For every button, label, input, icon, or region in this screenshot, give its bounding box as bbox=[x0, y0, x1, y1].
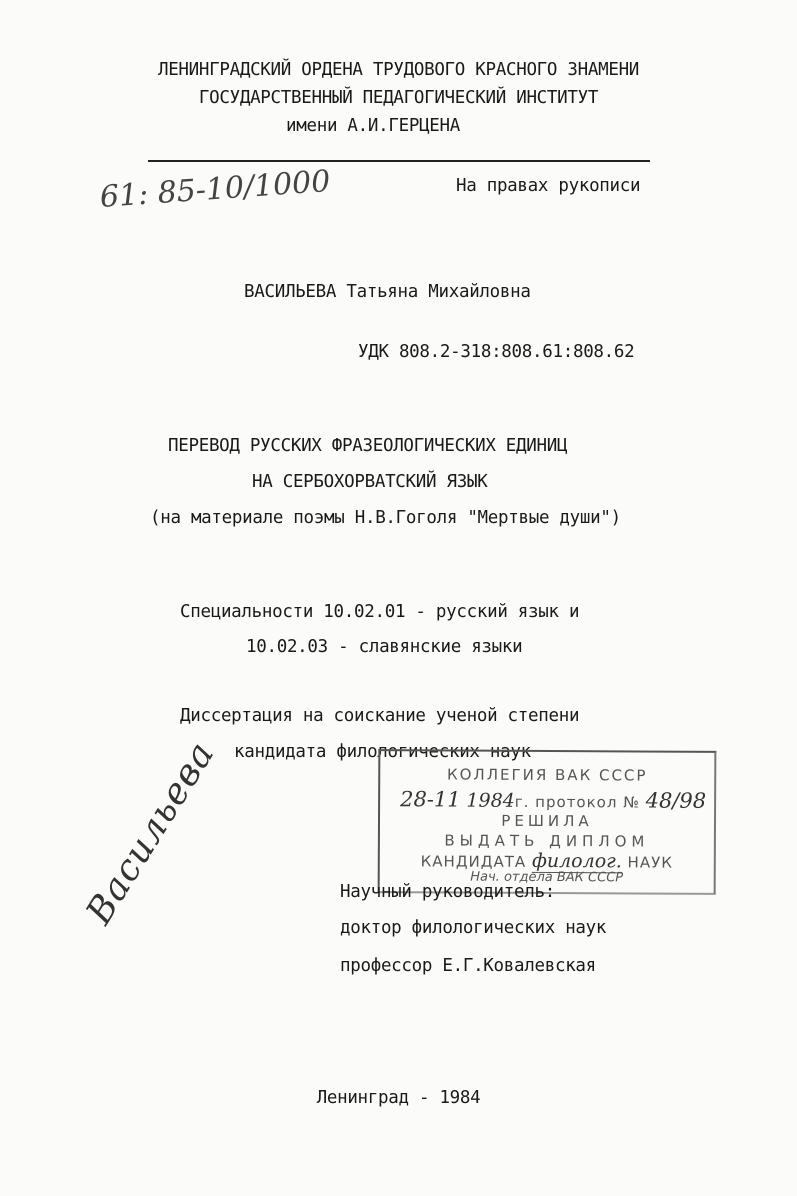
institution-line-1: ЛЕНИНГРАДСКИЙ ОРДЕНА ТРУДОВОГО КРАСНОГО ЗНАМЕНИ bbox=[157, 60, 640, 80]
author-name: ВАСИЛЬЕВА Татьяна Михайловна bbox=[244, 282, 531, 302]
institution-line-3: имени А.И.ГЕРЦЕНА bbox=[286, 116, 461, 136]
dissertation-line-1: Диссертация на соискание ученой степени bbox=[180, 706, 580, 726]
stamp-protocol-line bbox=[380, 787, 734, 813]
dissertation-line-2: кандидата филологических наук bbox=[234, 742, 531, 762]
stamp-line-4: ВЫДАТЬ ДИПЛОМ bbox=[444, 831, 650, 851]
place-year: Ленинград - 1984 bbox=[316, 1088, 481, 1108]
advisor-degree: доктор филологических наук bbox=[340, 918, 607, 938]
stamp-candidate-label: КАНДИДАТА bbox=[420, 852, 527, 871]
udc-code: УДК 808.2-318:808.61:808.62 bbox=[358, 342, 635, 362]
advisor-label: Научный руководитель: bbox=[340, 882, 555, 902]
stamp-line-3: РЕШИЛА bbox=[501, 811, 593, 831]
specialty-line-1: Специальности 10.02.01 - русский язык и bbox=[180, 602, 580, 622]
stamp-date: 28-11 bbox=[400, 787, 461, 812]
institution-line-2: ГОСУДАРСТВЕННЫЙ ПЕДАГОГИЧЕСКИЙ ИНСТИТУТ bbox=[198, 88, 599, 108]
stamp-science-label: НАУК bbox=[627, 853, 673, 872]
specialty-line-2: 10.02.03 - славянские языки bbox=[246, 637, 523, 657]
title-line-1: ПЕРЕВОД РУССКИХ ФРАЗЕОЛОГИЧЕСКИХ ЕДИНИЦ bbox=[168, 436, 568, 456]
stamp-year: 1984 bbox=[466, 789, 515, 812]
approval-stamp bbox=[378, 749, 717, 895]
stamp-protocol-number: 48/98 bbox=[645, 788, 707, 813]
stamp-line-1: КОЛЛЕГИЯ ВАК СССР bbox=[446, 765, 648, 785]
header-divider bbox=[148, 160, 650, 162]
advisor-name: профессор Е.Г.Ковалевская bbox=[340, 956, 596, 976]
title-line-3: (на материале поэмы Н.В.Гоголя "Мертвые души") bbox=[150, 508, 621, 528]
stamp-footer: Нач. отдела ВАК СССР bbox=[470, 869, 624, 886]
title-line-2: НА СЕРБОХОРВАТСКИЙ ЯЗЫК bbox=[252, 472, 488, 492]
stamp-protocol-label: г. протокол № bbox=[514, 792, 640, 812]
author-signature: Васильева bbox=[78, 734, 223, 932]
archive-mark: 61: 85-10/1000 bbox=[98, 163, 332, 215]
rights-notice: На правах рукописи bbox=[456, 176, 641, 196]
stamp-field: филолог. bbox=[531, 849, 622, 873]
